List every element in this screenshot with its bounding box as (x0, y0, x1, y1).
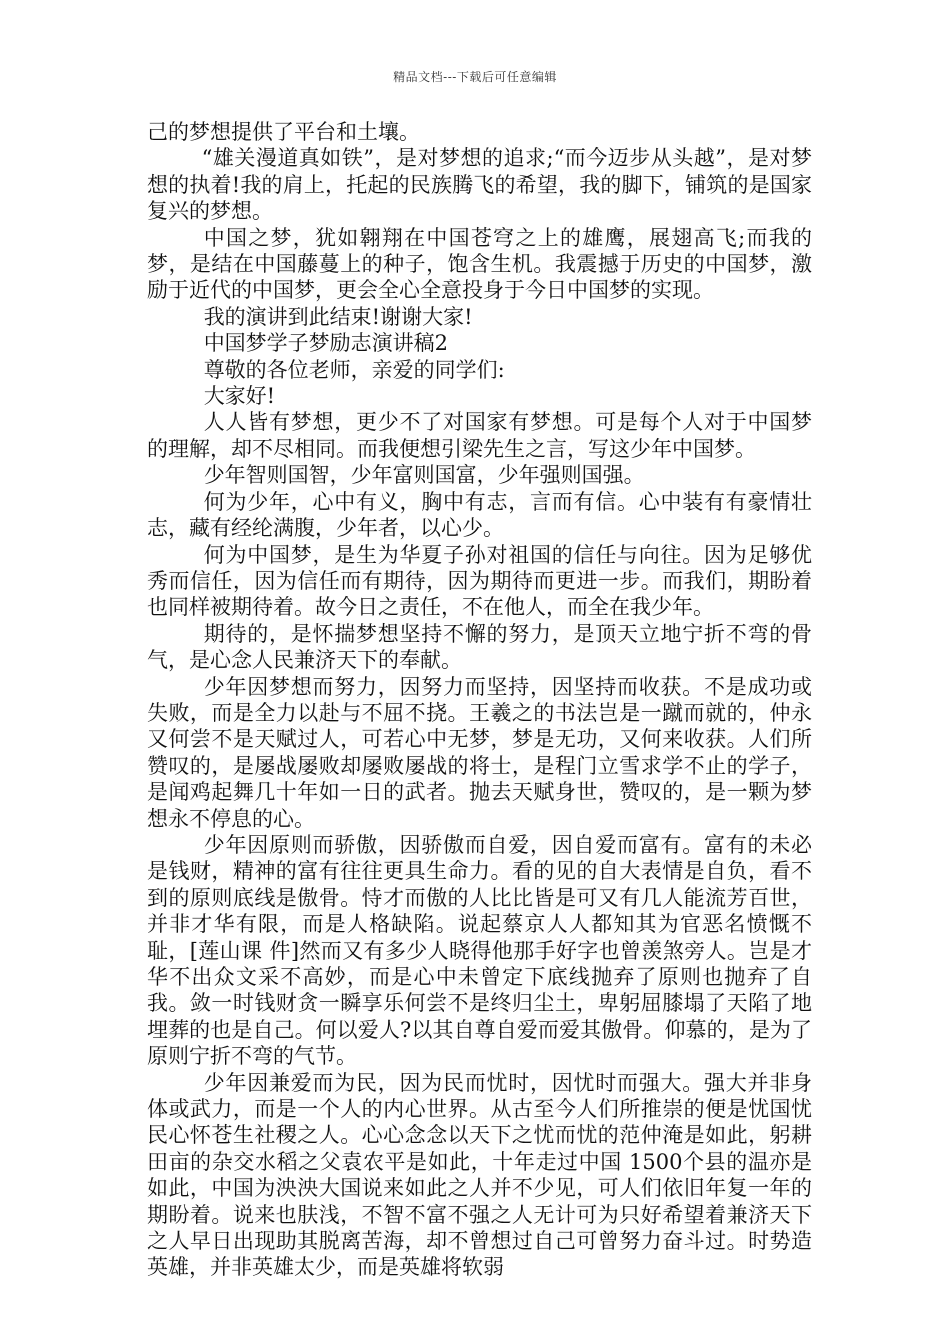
paragraph-15: 少年因兼爱而为民，因为民而忧时，因忧时而强大。强大并非身体或武力，而是一个人的内心世界。从古至今人们所推崇的便是忧国忧民心怀苍生社稷之人。心心念念以天下之忧而忧的范仲淹是如此，躬耕田亩的杂交水稻之父袁农平是如此，十年走过中国 1500个县的温亦是如此，中国为泱泱大国说来如此之人并不少见，可人们依旧年复一年的期盼着。说来也肤浅，不智不富不强之人无计可为只好希望着兼济天下之人早日出现助其脱离苦海，却不曾想过自己可曾努力奋斗过。时势造英雄，并非英雄太少，而是英雄将软弱 (147, 1070, 812, 1280)
speech-title: 中国梦学子梦励志演讲稿2 (203, 331, 449, 356)
paragraph-1: 己的梦想提供了平台和土壤。 (147, 120, 420, 144)
paragraph-3: 中国之梦，犹如翱翔在中国苍穹之上的雄鹰，展翅高飞;而我的梦，是结在中国藤蔓上的种子，饱含生机。我震撼于历史的中国梦，激励于近代的中国梦，更会全心全意投身于今日中国梦的实现。 (147, 225, 812, 303)
paragraph-9: 少年智则国智，少年富则国富，少年强则国强。 (203, 463, 645, 488)
greeting: 大家好! (203, 384, 276, 409)
paragraph-11: 何为中国梦，是生为华夏子孙对祖国的信任与向往。因为足够优秀而信任，因为信任而有期待，因为期待而更进一步。而我们，期盼着也同样被期待着。故今日之责任，不在他人，而全在我少年。 (147, 542, 812, 620)
paragraph-4: 我的演讲到此结束!谢谢大家! (203, 304, 473, 329)
paragraph-8: 人人皆有梦想，更少不了对国家有梦想。可是每个人对于中国梦的理解，却不尽相同。而我便想引梁先生之言，写这少年中国梦。 (147, 410, 812, 461)
document-body (147, 119, 812, 1281)
paragraph-12: 期待的，是怀揣梦想坚持不懈的努力，是顶天立地宁折不弯的骨气，是心念人民兼济天下的奉献。 (147, 621, 812, 673)
paragraph-14: 少年因原则而骄傲，因骄傲而自爱，因自爱而富有。富有的未必是钱财，精神的富有往往更具生命力。看的见的自大表情是自负，看不到的原则底线是傲骨。恃才而傲的人比比皆是可又有几人能流芳百世，并非才华有限，而是人格缺陷。说起蔡京人人都知其为官恶名愤慨不耻，[莲山课 件]然而又有多少人晓得他那手好字也曾羡煞旁人。岂是才华不出众文采不高妙，而是心中未曾定下底线抛弃了原则也抛弃了自我。敛一时钱财贪一瞬享乐何尝不是终归尘土，卑躬屈膝塌了天陷了地埋葬的也是自己。何以爱人?以其自尊自爱而爱其傲骨。仰慕的，是为了原则宁折不弯的气节。 (147, 832, 812, 1069)
page-header: 精品文档---下载后可任意编辑 (393, 70, 557, 84)
salutation: 尊敬的各位老师，亲爱的同学们: (203, 357, 505, 382)
paragraph-10: 何为少年，心中有义，胸中有志，言而有信。心中装有有豪情壮志，藏有经纶满腹，少年者，以心少。 (147, 489, 812, 541)
paragraph-13: 少年因梦想而努力，因努力而坚持，因坚持而收获。不是成功或失败，而是全力以赴与不屈不挠。王羲之的书法岂是一蹴而就的，仲永又何尝不是天赋过人，可若心中无梦，梦是无功，又何来收获。人们所赞叹的，是屡战屡败却屡败屡战的将士，是程门立雪求学不止的学子，是闻鸡起舞几十年如一日的武者。抛去天赋身世，赞叹的，是一颗为梦想永不停息的心。 (147, 674, 812, 831)
paragraph-2: “雄关漫道真如铁”，是对梦想的追求;“而今迈步从头越”，是对梦想的执着!我的肩上，托起的民族腾飞的希望，我的脚下，铺筑的是国家复兴的梦想。 (147, 146, 812, 224)
